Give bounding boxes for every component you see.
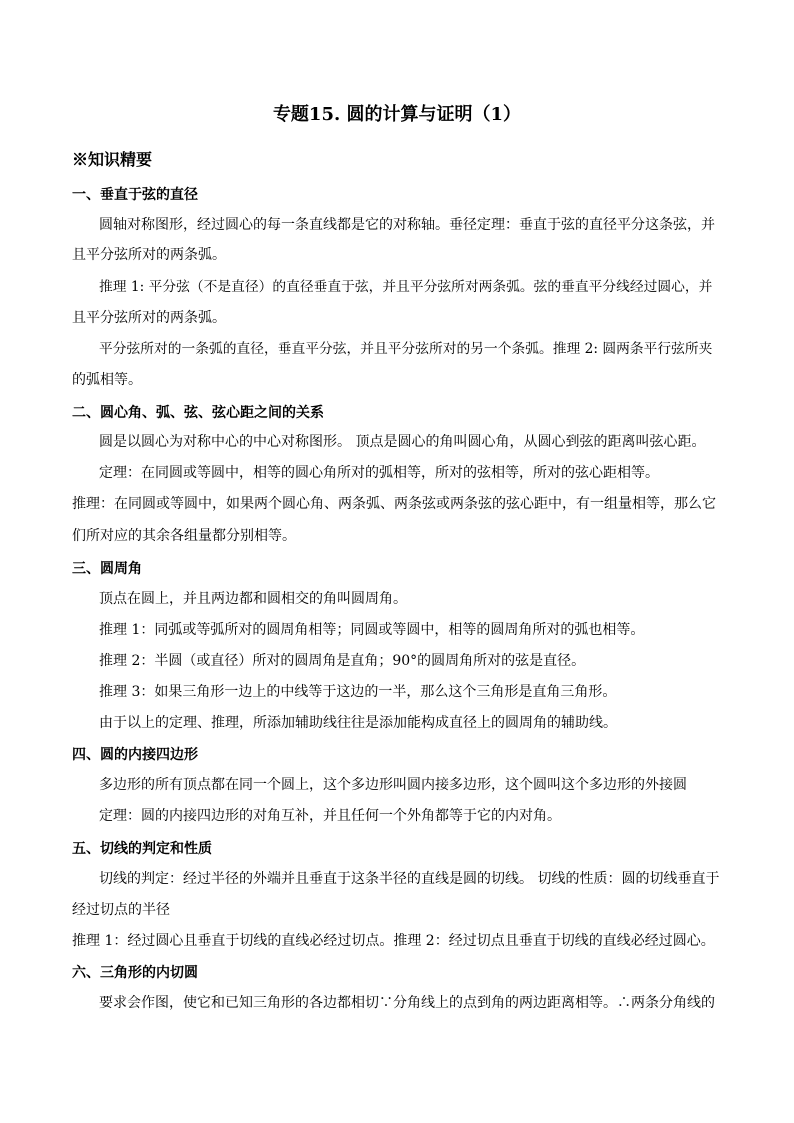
- section-heading-1: 一、垂直于弦的直径: [72, 187, 198, 203]
- section-6-line-1: 要求会作图，使它和已知三角形的各边都相切∵分角线上的点到角的两边距离相等。∴两条分角线的: [99, 995, 715, 1011]
- section-1-line-6: 的弧相等。: [72, 372, 142, 388]
- section-1-line-4: 且平分弦所对的两条弧。: [72, 310, 226, 326]
- section-3-line-3: 推理 2：半圆（或直径）所对的圆周角是直角；90°的圆周角所对的弦是直径。: [99, 653, 586, 669]
- section-4-line-2: 定理：圆的内接四边形的对角互补，并且任何一个外角都等于它的内对角。: [99, 808, 561, 824]
- section-1-line-5: 平分弦所对的一条弧的直径，垂直平分弦，并且平分弦所对的另一个条弧。推理 2: 圆两条平行弦所夹: [99, 341, 713, 357]
- knowledge-summary-heading: ※知识精要: [72, 150, 153, 169]
- section-4-line-1: 多边形的所有顶点都在同一个圆上，这个多边形叫圆内接多边形，这个圆叫这个多边形的外接圆: [99, 777, 687, 793]
- section-2-line-2: 定理：在同圆或等圆中，相等的圆心角所对的弧相等，所对的弦相等，所对的弦心距相等。: [99, 465, 659, 481]
- section-5-line-1: 切线的判定：经过半径的外端并且垂直于这条半径的直线是圆的切线。 切线的性质：圆的切线垂直于: [99, 871, 720, 887]
- section-3-line-5: 由于以上的定理、推理，所添加辅助线往往是添加能构成直径上的圆周角的辅助线。: [99, 715, 617, 731]
- section-heading-3: 三、圆周角: [72, 561, 142, 577]
- section-1-line-3: 推理 1: 平分弦（不是直径）的直径垂直于弦，并且平分弦所对两条弧。弦的垂直平分线经过圆心，并: [99, 279, 713, 295]
- section-2-line-3: 推理：在同圆或等圆中，如果两个圆心角、两条弧、两条弦或两条弦的弦心距中，有一组量相等，那么它: [72, 496, 716, 512]
- section-2-line-1: 圆是以圆心为对称中心的中心对称图形。 顶点是圆心的角叫圆心角，从圆心到弦的距离叫弦心距。: [99, 434, 706, 450]
- section-heading-5: 五、切线的判定和性质: [72, 841, 212, 857]
- section-5-line-2: 经过切点的半径: [72, 902, 170, 918]
- section-3-line-2: 推理 1：同弧或等弧所对的圆周角相等；同圆或等圆中，相等的圆周角所对的弧也相等。: [99, 622, 645, 638]
- document-title: 专题15. 圆的计算与证明（1）: [272, 104, 522, 125]
- section-1-line-2: 且平分弦所对的两条弧。: [72, 247, 226, 263]
- section-5-line-3: 推理 1：经过圆心且垂直于切线的直线必经过切点。推理 2：经过切点且垂直于切线的直线必经过圆心。: [72, 933, 715, 949]
- section-3-line-1: 顶点在圆上，并且两边都和圆相交的角叫圆周角。: [99, 591, 407, 607]
- section-heading-2: 二、圆心角、弧、弦、弦心距之间的关系: [72, 405, 324, 421]
- section-3-line-4: 推理 3：如果三角形一边上的中线等于这边的一半，那么这个三角形是直角三角形。: [99, 684, 617, 700]
- section-1-line-1: 圆轴对称图形，经过圆心的每一条直线都是它的对称轴。垂径定理：垂直于弦的直径平分这条弦，并: [99, 217, 715, 233]
- section-heading-4: 四、圆的内接四边形: [72, 747, 198, 763]
- section-2-line-4: 们所对应的其余各组量都分别相等。: [72, 528, 296, 544]
- section-heading-6: 六、三角形的内切圆: [72, 965, 198, 981]
